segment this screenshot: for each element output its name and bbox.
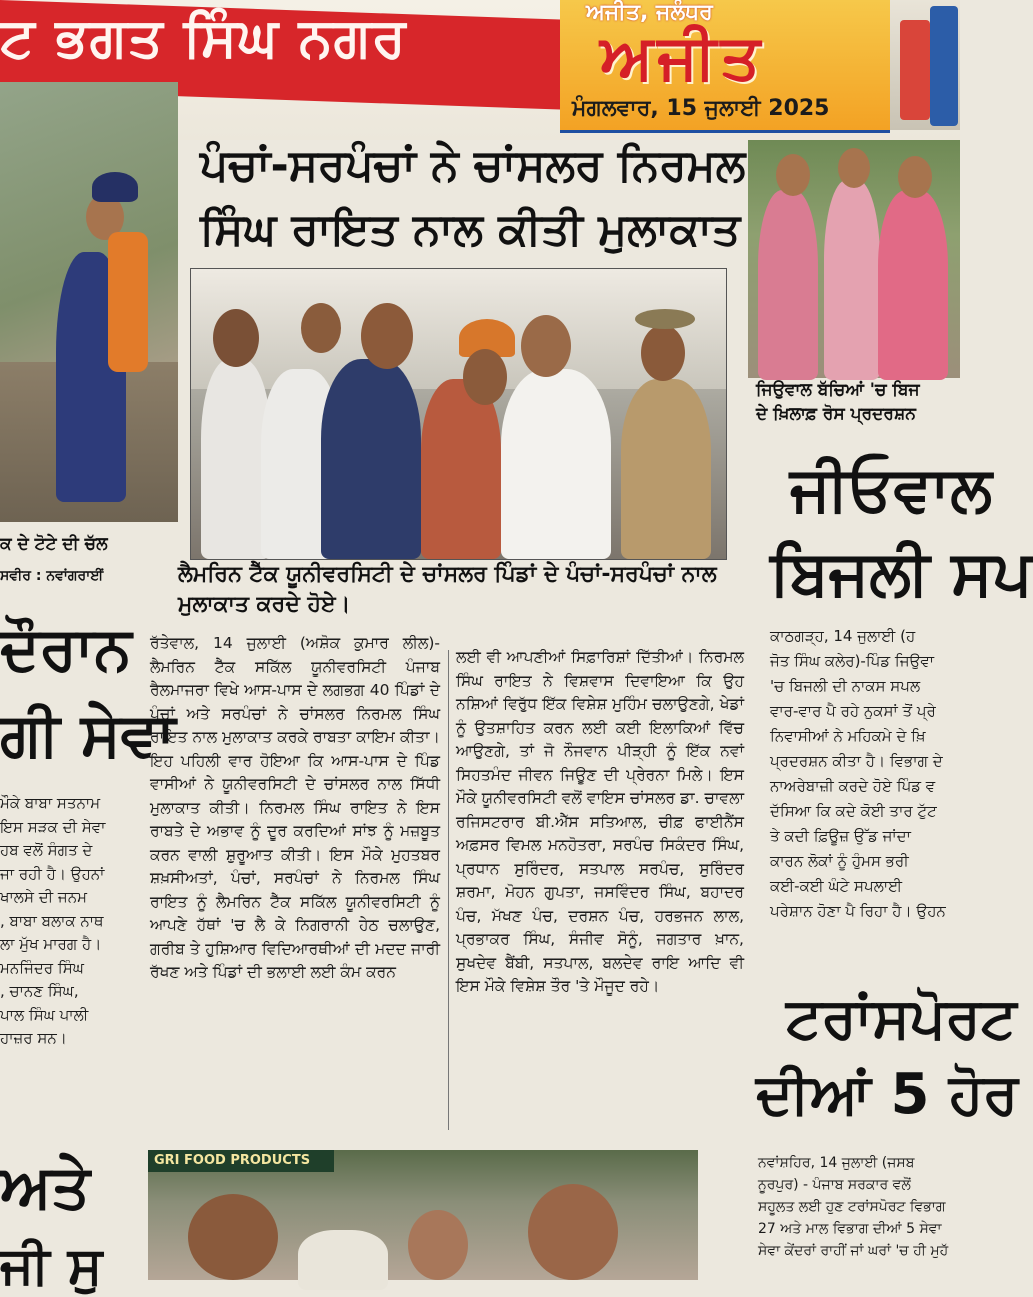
left-story-headline-1: ਦੌਰਾਨ xyxy=(0,614,132,684)
logo-city: ਅਜੀਤ, ਜਲੰਧਰ xyxy=(586,0,713,25)
right-line: ਜੋਤ ਸਿੰਘ ਕਲੇਰ)-ਪਿੰਡ ਜਿਉਵਾ xyxy=(770,652,935,670)
right-story-text xyxy=(770,624,960,924)
right-story-photo xyxy=(748,140,960,378)
left-line: ਇਸ ਸੜਕ ਦੀ ਸੇਵਾ xyxy=(0,817,106,836)
right-line: ਸਹੂਲਤ ਲਈ ਹੁਣ ਟਰਾਂਸਪੋਰਟ ਵਿਭਾਗ xyxy=(758,1199,946,1215)
right-line: ਕਾਰਨ ਲੋਕਾਂ ਨੂੰ ਹੁੰਮਸ ਭਰੀ xyxy=(770,852,909,870)
main-headline-line1: ਪੰਚਾਂ-ਸਰਪੰਚਾਂ ਨੇ ਚਾਂਸਲਰ ਨਿਰਮਲ xyxy=(200,140,746,191)
right-line: ਵਾਰ-ਵਾਰ ਪੈ ਰਹੇ ਨੁਕਸਾਂ ਤੋਂ ਪ੍ਰੇ xyxy=(770,702,936,720)
left-story-text xyxy=(0,792,140,1051)
right-story-headline-4: ਦੀਆਂ 5 ਹੋਰ xyxy=(756,1062,1019,1127)
left-line: ਹਬ ਵਲੋਂ ਸੰਗਤ ਦੇ xyxy=(0,841,93,859)
left-story-photo xyxy=(0,82,178,520)
left-line: , ਬਾਬਾ ਬਲਾਕ ਨਾਥ xyxy=(0,911,104,930)
column-rule xyxy=(448,650,449,1130)
main-photo-caption: ਲੈਮਰਿਨ ਟੈੱਕ ਯੂਨੀਵਰਸਿਟੀ ਦੇ ਚਾਂਸਲਰ ਪਿੰਡਾਂ ਦੇ ਪੰਚਾਂ-ਸਰਪੰਚਾਂ ਨਾਲ ਮੁਲਾਕਾਤ ਕਰਦੇ ਹੋਏ। xyxy=(178,562,717,617)
logo-wordmark: ਅਜੀਤ xyxy=(600,20,765,93)
right-line: ਸੇਵਾ ਕੇਂਦਰਾਂ ਰਾਹੀਂ ਜਾਂ ਘਰਾਂ 'ਚ ਹੀ ਮੁਹੱ xyxy=(758,1243,949,1259)
left-line: ਮਨਜਿੰਦਰ ਸਿੰਘ xyxy=(0,958,84,977)
left-line: , ਚਾਨਣ ਸਿੰਘ, xyxy=(0,982,79,1000)
newspaper-logo xyxy=(560,0,890,133)
right-line: ਪਰੇਸ਼ਾਨ ਹੋਣਾ ਪੈ ਰਿਹਾ ਹੈ। ਉਹਨ xyxy=(770,902,946,920)
right-line: ਤੇ ਕਦੀ ਫ਼ਿਊਜ਼ ਉੱਡ ਜਾਂਦਾ xyxy=(770,827,911,845)
right-line: ਨਿਵਾਸੀਆਂ ਨੇ ਮਹਿਕਮੇ ਦੇ ਖ਼ਿ xyxy=(770,727,926,745)
right-story-headline-1: ਜੀਓਵਾਲ xyxy=(790,452,992,525)
right-photo-caption-2: ਦੇ ਖ਼ਿਲਾਫ਼ ਰੋਸ ਪ੍ਰਦਰਸ਼ਨ xyxy=(756,404,916,424)
left-line: ਮੌਕੇ ਬਾਬਾ ਸਤਨਾਮ xyxy=(0,794,101,812)
right-story-headline-2: ਬਿਜਲੀ ਸਪ xyxy=(770,536,1033,609)
issue-date: ਮੰਗਲਵਾਰ, 15 ਜੁਲਾਈ 2025 xyxy=(572,96,830,121)
right-line: ਨੂਰਪੁਰ) - ਪੰਜਾਬ ਸਰਕਾਰ ਵਲੋਂ xyxy=(758,1177,911,1193)
left-story-headline-2: ਗੀ ਸੇਵਾ xyxy=(0,700,176,770)
main-headline-line2: ਸਿੰਘ ਰਾਇਤ ਨਾਲ ਕੀਤੀ ਮੁਲਾਕਾਤ xyxy=(200,204,741,255)
left-photo-caption: ਕ ਦੇ ਟੋਟੇ ਦੀ ਚੱਲ xyxy=(0,534,108,554)
main-story-column-2 xyxy=(456,646,744,999)
right-line: ਨਵਾਂਸ਼ਹਿਰ, 14 ਜੁਲਾਈ (ਜਸਬ xyxy=(758,1155,915,1171)
section-banner-text: ਟ ਭਗਤ ਸਿੰਘ ਨਗਰ xyxy=(0,6,407,69)
main-story-text-1: ਰੱਤੇਵਾਲ, 14 ਜੁਲਾਈ (ਅਸ਼ੋਕ ਕੁਮਾਰ ਲੀਲ)-ਲੈਮਰਿਨ ਟੈੱਕ ਸਕਿੱਲ ਯੂਨੀਵਰਸਿਟੀ ਪੰਜਾਬ ਰੈਲਮਾਜਰਾ ਵਿਖੇ ਆਸ-ਪਾਸ ਦੇ ਲਗਭਗ 40 ਪਿੰਡਾਂ ਦੇ ਪੰਚਾਂ ਅਤੇ ਸਰਪੰਚਾਂ ਨੇ ਚਾਂਸਲਰ ਨਿਰਮਲ ਸਿੰਘ ਰਾਇਤ ਨਾਲ ਮੁਲਾਕਾਤ ਕਰਕੇ ਰਾਬਤਾ ਕਾਇਮ ਕੀਤਾ। ਇਹ ਪਹਿਲੀ ਵਾਰ ਹੋਇਆ ਕਿ ਆਸ-ਪਾਸ ਦੇ ਪਿੰਡ ਵਾਸੀਆਂ ਨੇ ਯੂਨੀਵਰਸਿਟੀ ਦੇ ਚਾਂਸਲਰ ਨਾਲ ਸਿੱਧੀ ਮੁਲਾਕਾਤ ਕੀਤੀ। ਨਿਰਮਲ ਸਿੰਘ ਰਾਇਤ ਨੇ ਇਸ ਰਾਬਤੇ ਦੇ ਅਭਾਵ ਨੂੰ ਦੂਰ ਕਰਦਿਆਂ ਸਾਂਝ ਨੂੰ ਮਜ਼ਬੂਤ ਕਰਨ ਵਾਲੀ ਸ਼ੁਰੂਆਤ ਕੀਤੀ। ਇਸ ਮੌਕੇ ਮੁਹਤਬਰ ਸ਼ਖ਼ਸੀਅਤਾਂ, ਪੰਚਾਂ, ਸਰਪੰਚਾਂ ਨੇ ਨਿਰਮਲ ਸਿੰਘ ਰਾਇਤ ਨੂੰ ਲੈਮਰਿਨ ਟੈੱਕ ਸਕਿੱਲ ਯੂਨੀਵਰਸਿਟੀ ਨੂੰ ਆਪਣੇ ਹੱਥਾਂ 'ਚ ਲੈ ਕੇ ਨਿਗਰਾਨੀ ਹੇਠ ਚਲਾਉਣ, ਗਰੀਬ ਤੇ ਹੁਸ਼ਿਆਰ ਵਿਦਿਆਰਥੀਆਂ ਦੀ ਮਦਦ ਜਾਰੀ ਰੱਖਣ ਅਤੇ ਪਿੰਡਾਂ ਦੀ ਭਲਾਈ ਲਈ ਕੰਮ ਕਰਨ xyxy=(150,634,440,981)
right-line: ਕਾਠਗੜ੍ਹ, 14 ਜੁਲਾਈ (ਹ xyxy=(770,627,916,645)
right-story-headline-3: ਟਰਾਂਸਪੋਰਟ xyxy=(786,986,1017,1051)
left-line: ਹਾਜ਼ਰ ਸਨ। xyxy=(0,1029,67,1047)
left-line: ਜਾ ਰਹੀ ਹੈ। ਉਹਨਾਂ xyxy=(0,864,105,883)
left-line: ਪਾਲ ਸਿੰਘ ਪਾਲੀ xyxy=(0,1005,89,1024)
right-line: ਕਈ-ਕਈ ਘੰਟੇ ਸਪਲਾਈ xyxy=(770,877,903,895)
left-bottom-headline-1: ਅਤੇ xyxy=(0,1152,90,1222)
masthead-edge-graphic xyxy=(890,0,960,130)
right-story-text-2 xyxy=(758,1152,960,1262)
right-line: ਪ੍ਰਦਰਸ਼ਨ ਕੀਤਾ ਹੈ। ਵਿਭਾਗ ਦੇ xyxy=(770,752,943,770)
right-line: ਨਾਅਰੇਬਾਜ਼ੀ ਕਰਦੇ ਹੋਏ ਪਿੰਡ ਵ xyxy=(770,777,936,795)
right-line: ਦੱਸਿਆ ਕਿ ਕਦੇ ਕੋਈ ਤਾਰ ਟੁੱਟ xyxy=(770,802,937,820)
food-products-banner: GRI FOOD PRODUCTS xyxy=(148,1150,334,1172)
main-story-column-1 xyxy=(150,632,440,985)
main-story-photo xyxy=(190,268,727,560)
main-story-text-2: ਲਈ ਵੀ ਆਪਣੀਆਂ ਸਿਫ਼ਾਰਿਸ਼ਾਂ ਦਿੱਤੀਆਂ। ਨਿਰਮਲ ਸਿੰਘ ਰਾਇਤ ਨੇ ਵਿਸ਼ਵਾਸ ਦਿਵਾਇਆ ਕਿ ਉਹ ਨਸ਼ਿਆਂ ਵਿਰੁੱਧ ਇੱਕ ਵਿਸ਼ੇਸ਼ ਮੁਹਿੰਮ ਚਲਾਉਣਗੇ, ਖੇਡਾਂ ਨੂੰ ਉਤਸ਼ਾਹਿਤ ਕਰਨ ਲਈ ਕਈ ਇਲਾਕਿਆਂ ਵਿੱਚ ਆਉਣਗੇ, ਤਾਂ ਜੋ ਨੌਜਵਾਨ ਪੀੜ੍ਹੀ ਨੂੰ ਇੱਕ ਨਵਾਂ ਸਿਹਤਮੰਦ ਜੀਵਨ ਜਿਊਣ ਦੀ ਪ੍ਰੇਰਨਾ ਮਿਲੇ। ਇਸ ਮੌਕੇ ਯੂਨੀਵਰਸਿਟੀ ਵਲੋਂ ਵਾਇਸ ਚਾਂਸਲਰ ਡਾ. ਚਾਵਲਾ ਰਜਿਸਟਰਾਰ ਬੀ.ਐੱਸ ਸਤਿਆਲ, ਚੀਫ਼ ਫਾਈਨੈਂਸ ਅਫ਼ਸਰ ਵਿਮਲ ਮਨਹੋਤਰਾ, ਸਰਪੰਚ ਸਿਕੰਦਰ ਸਿੰਘ, ਪ੍ਰਧਾਨ ਸੁਰਿੰਦਰ, ਸਤਪਾਲ ਸਰਪੰਚ, ਸੁਰਿੰਦਰ ਸ਼ਰਮਾ, ਮੋਹਨ ਗੁਪਤਾ, ਜਸਵਿੰਦਰ ਸਿੰਘ, ਬਹਾਦਰ ਪੰਚ, ਮੱਖਣ ਪੰਚ, ਦਰਸ਼ਨ ਪੰਚ, ਹਰਭਜਨ ਲਾਲ, ਪ੍ਰਭਾਕਰ ਸਿੰਘ, ਸੰਜੀਵ ਸੋਨੂੰ, ਜਗਤਾਰ ਖ਼ਾਨ, ਸੁਖਦੇਵ ਬੈਂਬੀ, ਸਤਪਾਲ, ਬਲਦੇਵ ਰਾਇ ਆਦਿ ਵੀ ਇਸ ਮੌਕੇ ਵਿਸ਼ੇਸ਼ ਤੌਰ 'ਤੇ ਮੌਜੂਦ ਰਹੇ। xyxy=(456,648,744,995)
left-bottom-headline-2: ਜੀ ਸੁ xyxy=(0,1236,103,1296)
left-story-byline: ਸਵੀਰ : ਨਵਾਂਗਰਾਈਂ xyxy=(0,568,104,584)
right-line: 27 ਅਤੇ ਮਾਲ ਵਿਭਾਗ ਦੀਆਂ 5 ਸੇਵਾ xyxy=(758,1221,942,1237)
left-line: ਖਾਲਸੇ ਦੀ ਜਨਮ xyxy=(0,888,87,906)
right-photo-caption-1: ਜਿਉਵਾਲ ਬੱਚਿਆਂ 'ਚ ਬਿਜ xyxy=(756,380,920,400)
left-line: ਲਾ ਮੁੱਖ ਮਾਰਗ ਹੈ। xyxy=(0,935,102,953)
right-line: 'ਚ ਬਿਜਲੀ ਦੀ ਨਾਕਸ ਸਪਲ xyxy=(770,677,921,695)
